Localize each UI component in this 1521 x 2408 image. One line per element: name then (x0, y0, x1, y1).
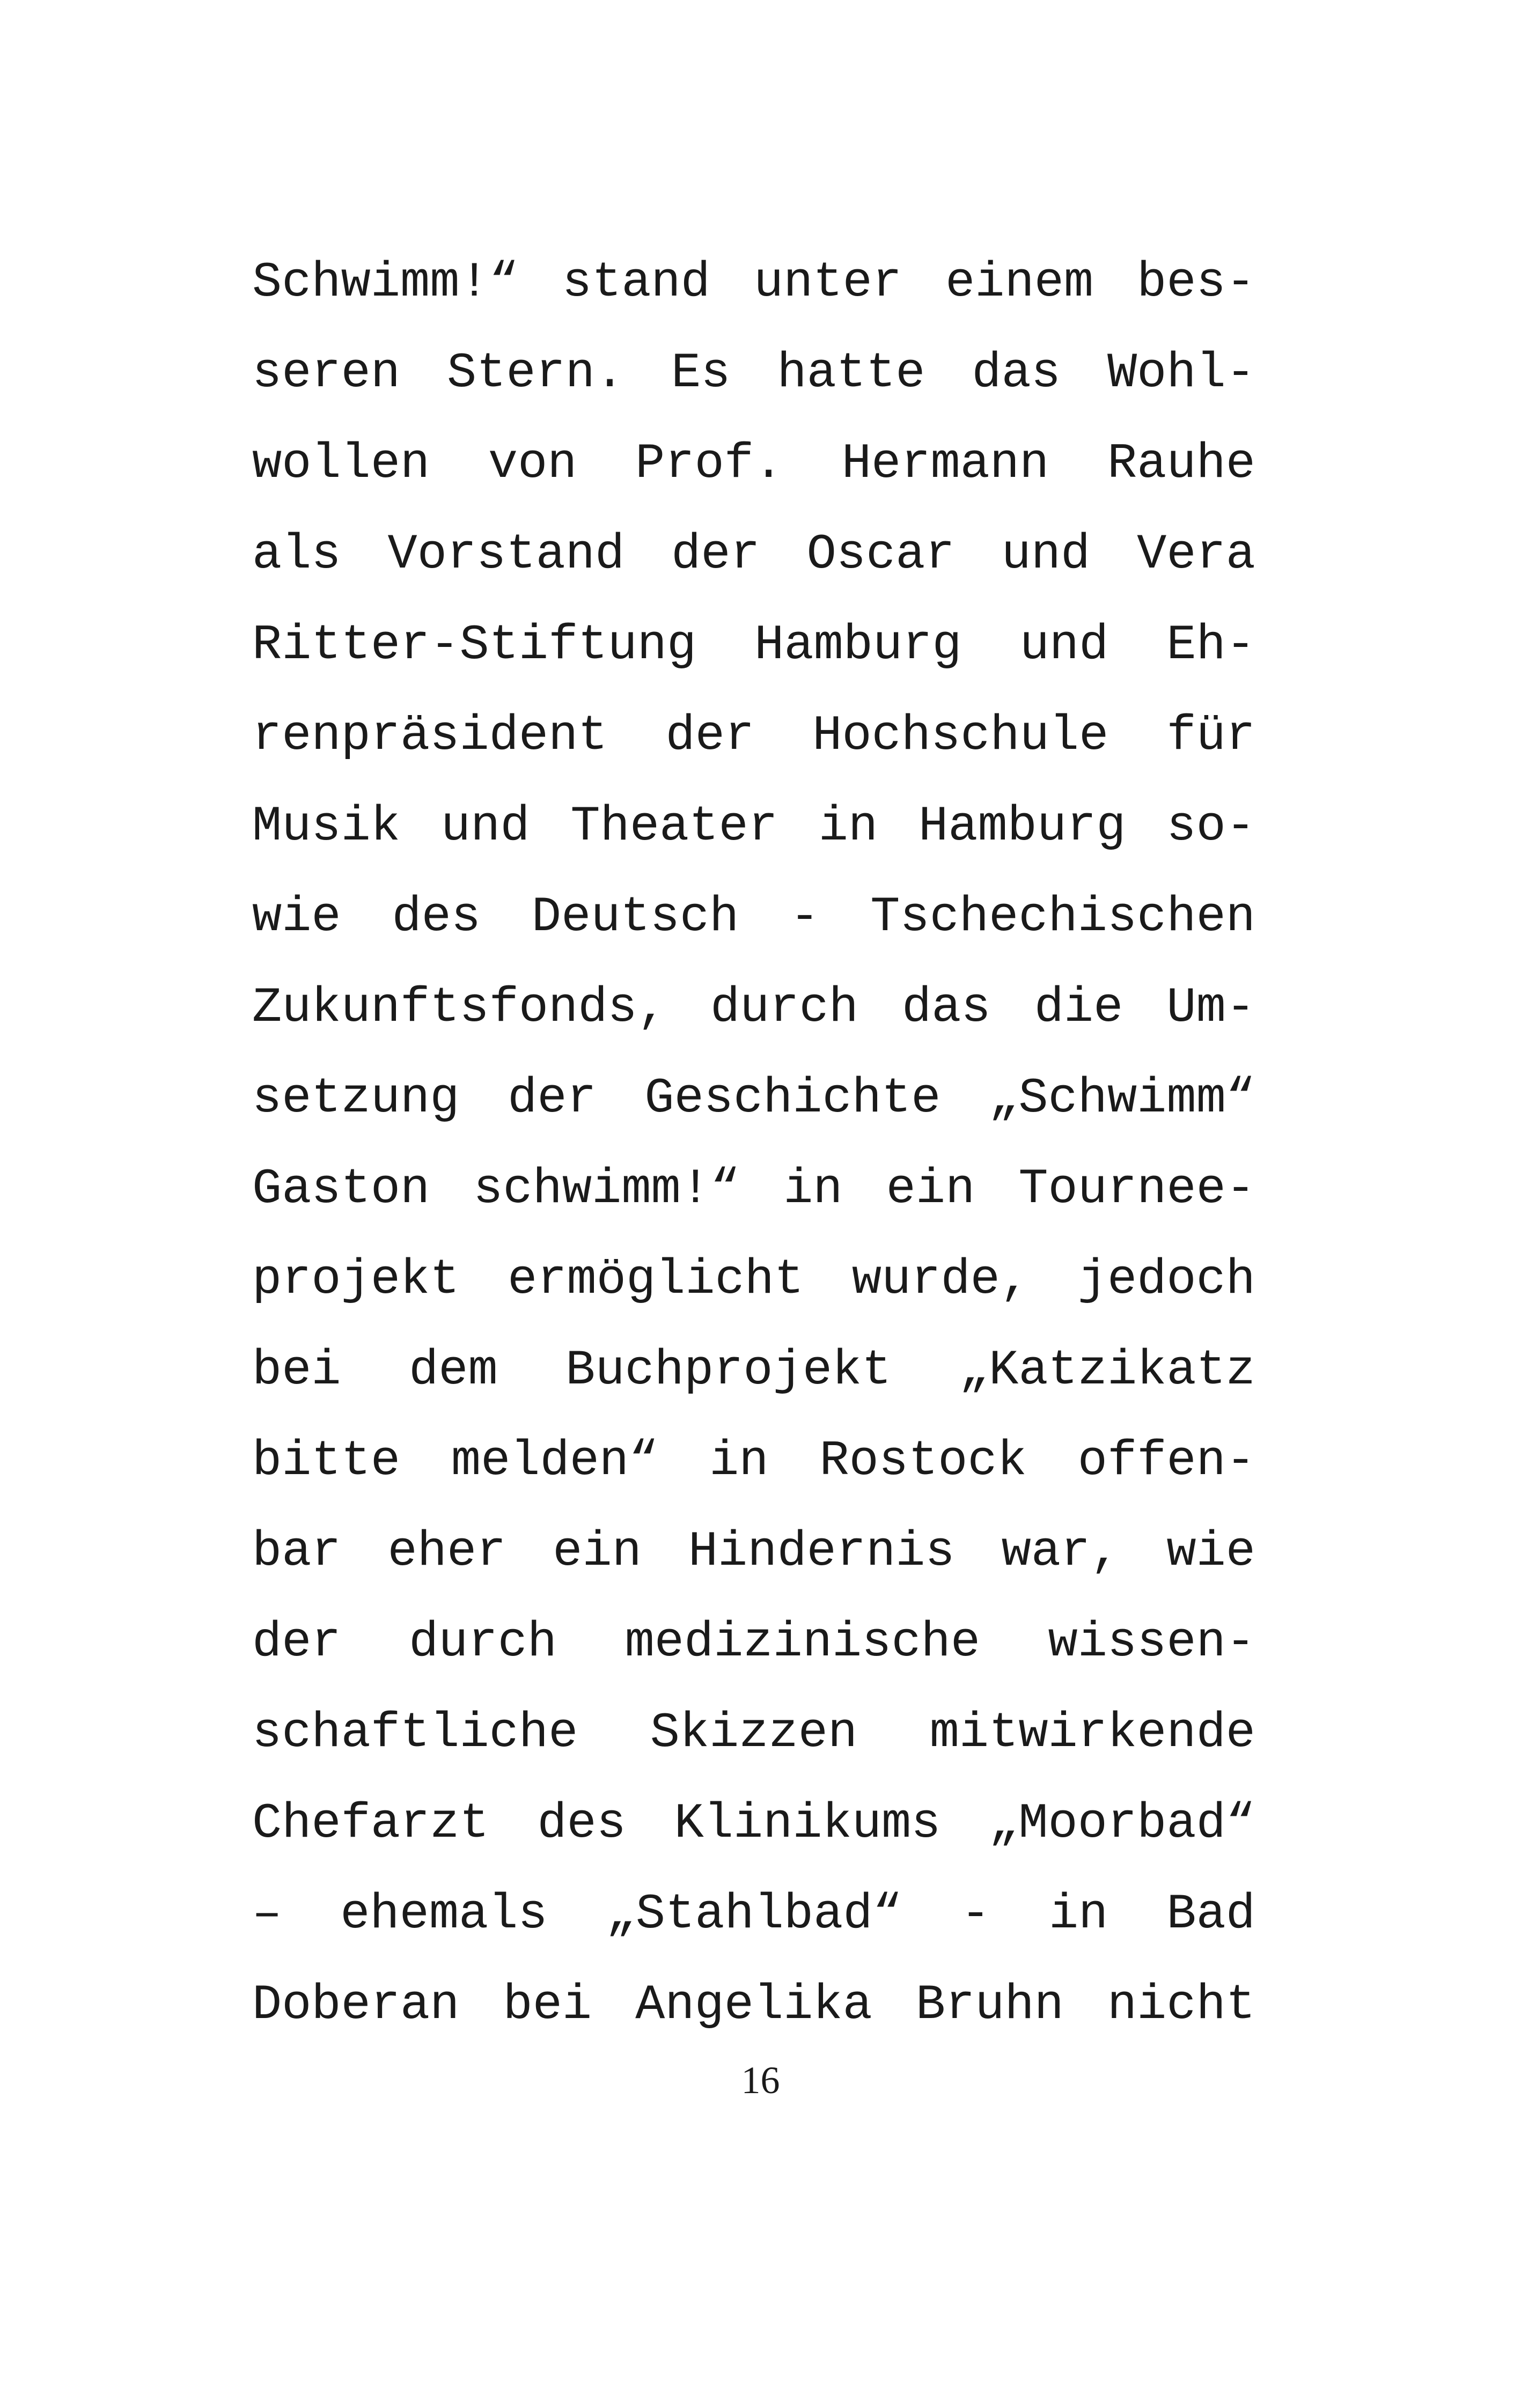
text-line: renpräsident der Hochschule für (252, 708, 1255, 764)
text-line: Ritter-Stiftung Hamburg und Eh- (252, 617, 1255, 673)
text-line: wie des Deutsch - Tschechischen (252, 889, 1255, 945)
text-line: Zukunftsfonds, durch das die Um- (252, 980, 1255, 1036)
text-line: der durch medizinische wissen- (252, 1614, 1255, 1670)
text-line: setzung der Geschichte „Schwimm“ (252, 1070, 1255, 1126)
text-line: Schwimm!“ stand unter einem bes- (252, 254, 1255, 311)
text-line: projekt ermöglicht wurde, jedoch (252, 1251, 1255, 1308)
page-number: 16 (741, 2059, 780, 2102)
text-line: wollen von Prof. Hermann Rauhe (252, 436, 1255, 492)
text-line: Doberan bei Angelika Bruhn nicht (252, 1977, 1255, 2033)
text-line: schaftliche Skizzen mitwirkende (252, 1705, 1255, 1761)
text-line: bar eher ein Hindernis war, wie (252, 1523, 1255, 1580)
text-line: Gaston schwimm!“ in ein Tournee- (252, 1161, 1255, 1217)
text-line: bei dem Buchprojekt „Katzikatz (252, 1342, 1255, 1398)
text-line: Chefarzt des Klinikums „Moorbad“ (252, 1795, 1255, 1852)
text-line: bitte melden“ in Rostock offen- (252, 1433, 1255, 1489)
text-line: seren Stern. Es hatte das Wohl- (252, 345, 1255, 401)
text-line: – ehemals „Stahlbad“ - in Bad (252, 1886, 1255, 1942)
text-line: Musik und Theater in Hamburg so- (252, 798, 1255, 855)
text-line: als Vorstand der Oscar und Vera (252, 526, 1255, 583)
body-text (252, 242, 1255, 2056)
